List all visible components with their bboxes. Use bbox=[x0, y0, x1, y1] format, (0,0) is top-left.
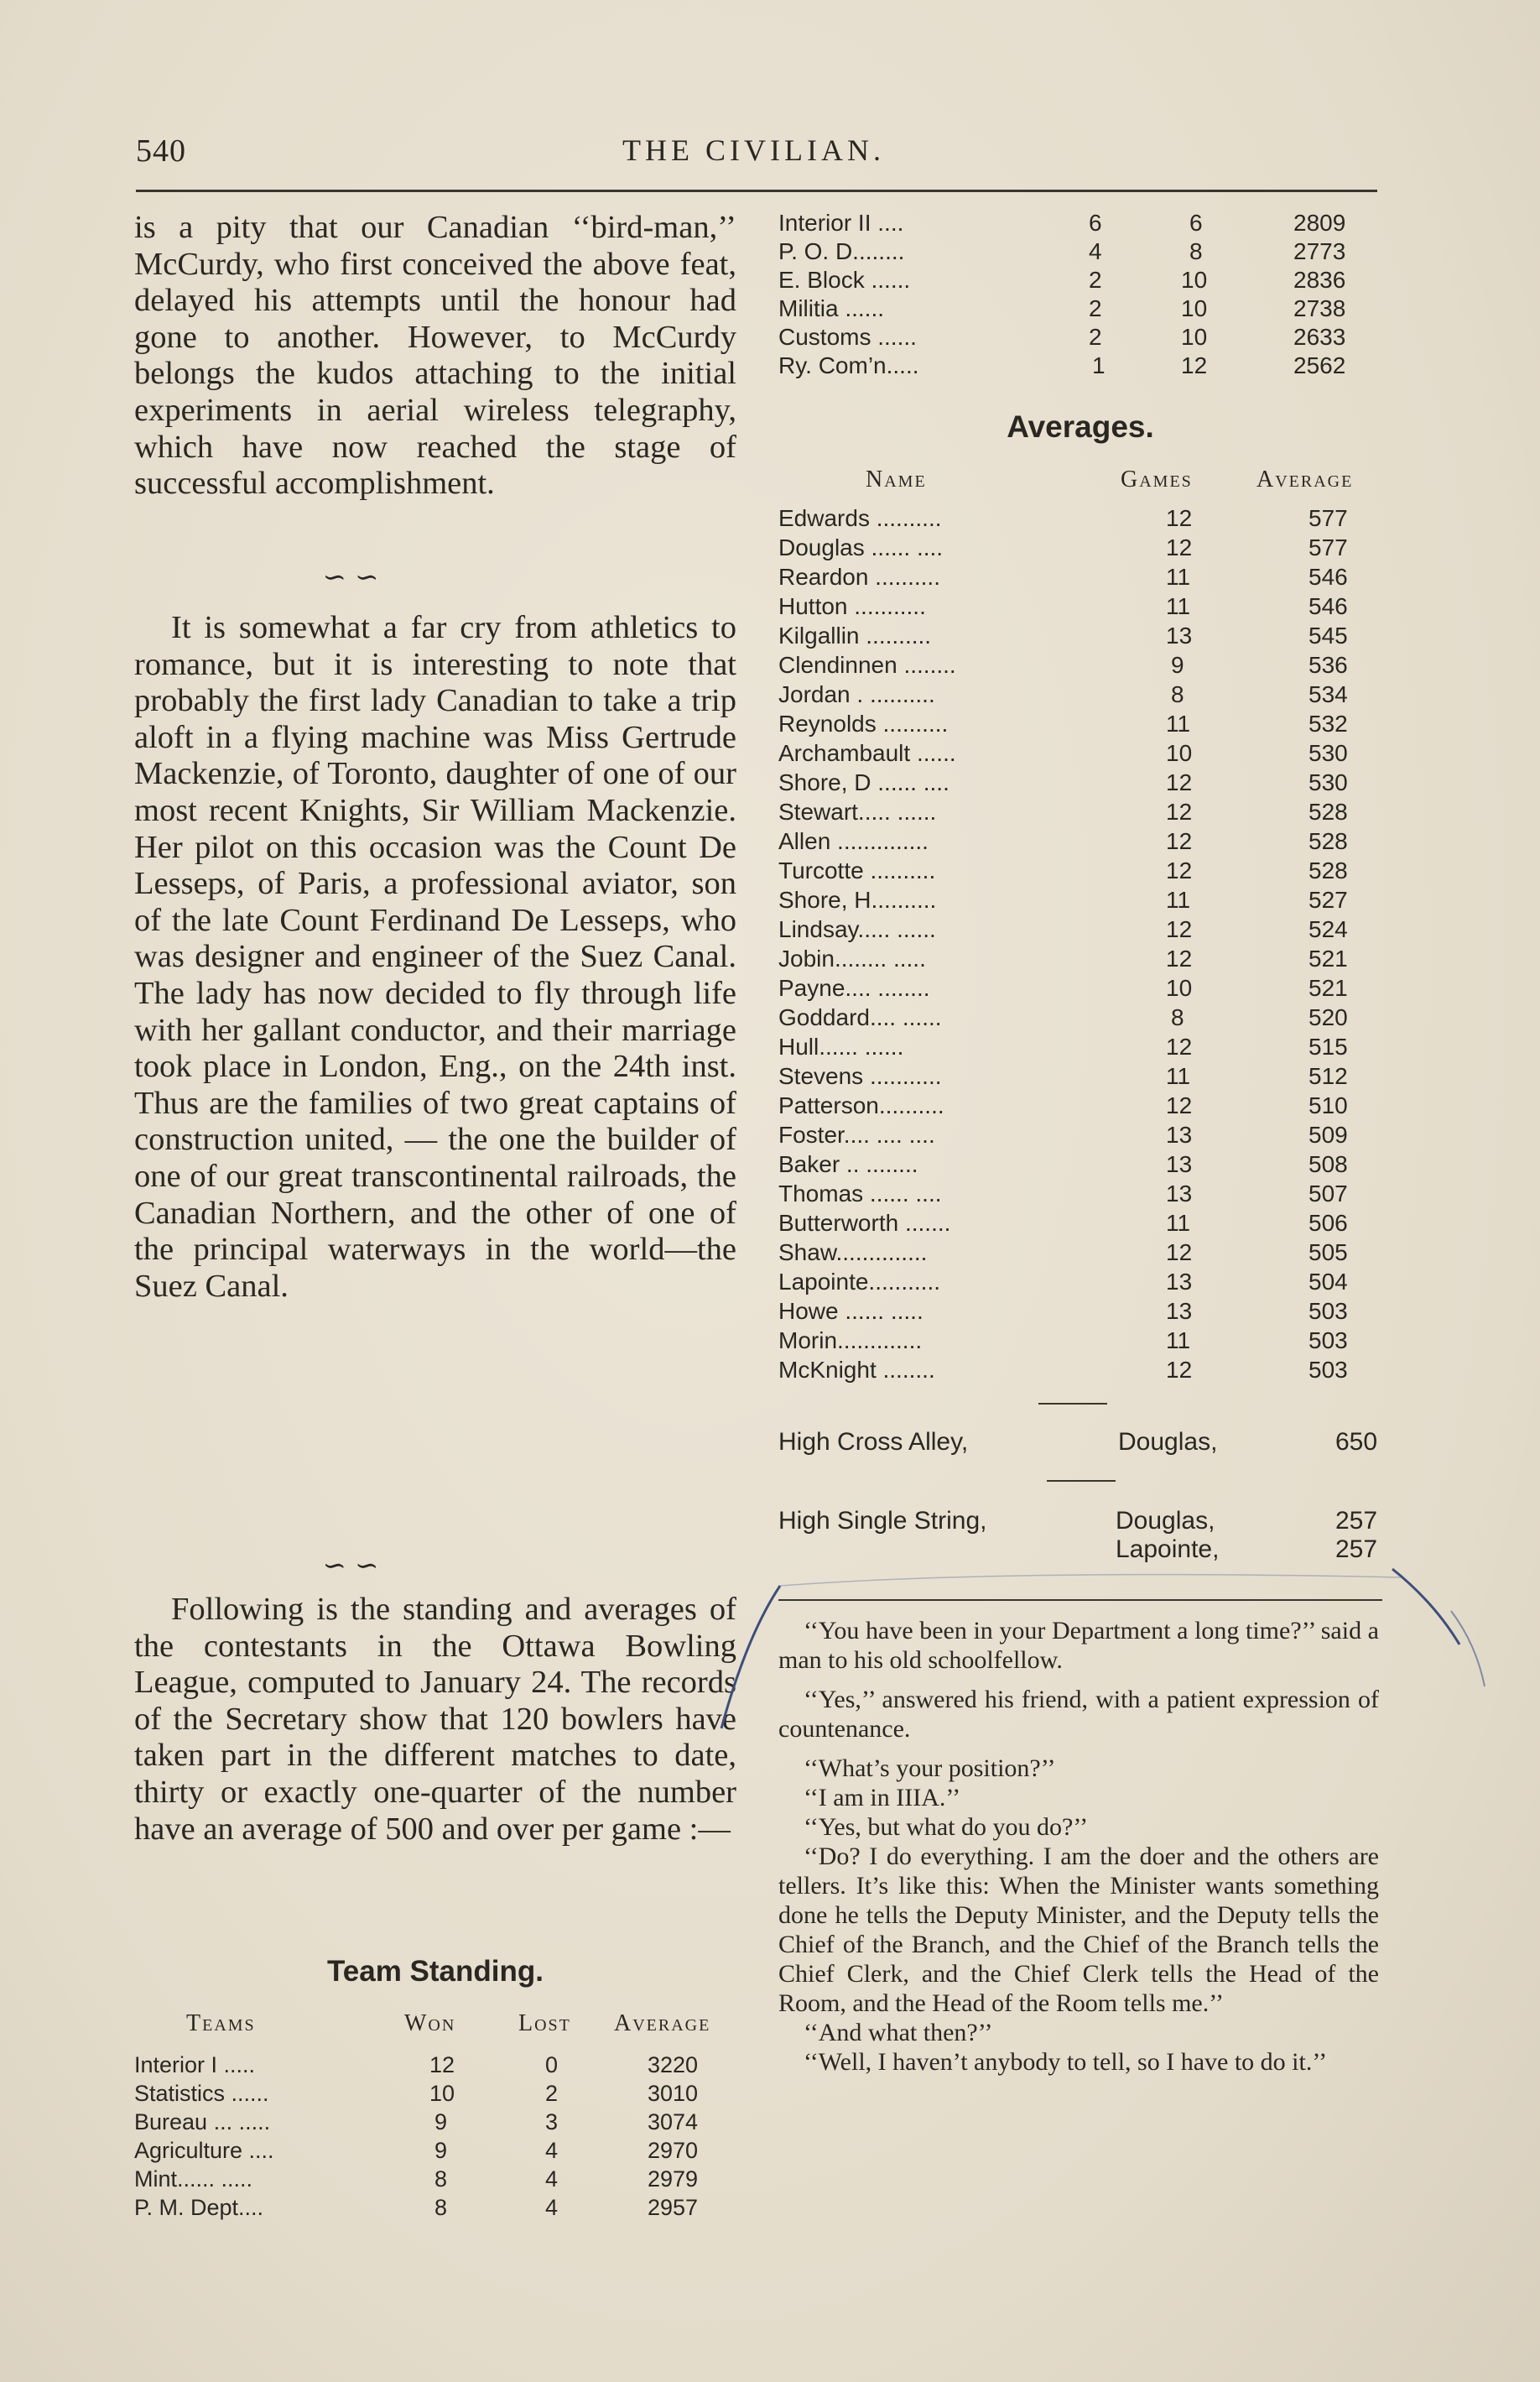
table-row bbox=[778, 1298, 1382, 1327]
table-row bbox=[778, 1269, 1382, 1297]
team-average: 2633 bbox=[1293, 324, 1346, 350]
table-row bbox=[134, 2109, 736, 2138]
bowler-games: 11 bbox=[1166, 1210, 1191, 1236]
bowler-name: Howe ...... ..... bbox=[778, 1298, 923, 1324]
team-lost: 0 bbox=[545, 2052, 559, 2077]
team-average: 3010 bbox=[648, 2081, 699, 2106]
team-average: 2809 bbox=[1293, 210, 1346, 236]
bowler-name: Morin............. bbox=[778, 1327, 923, 1353]
table-row bbox=[778, 975, 1382, 1003]
bowler-average: 504 bbox=[1308, 1269, 1348, 1295]
bowler-name: Hull...... ...... bbox=[778, 1034, 904, 1060]
anecdote-line: ‘‘You have been in your Department a long time?’’ said a man to his old schoolfellow. bbox=[778, 1617, 1379, 1674]
bowler-games: 12 bbox=[1166, 857, 1193, 883]
team-lost: 8 bbox=[1189, 238, 1203, 264]
column-header-teams: Teams bbox=[186, 2010, 256, 2036]
table-row bbox=[778, 1004, 1382, 1033]
team-name: P. O. D........ bbox=[778, 238, 905, 264]
team-name: Interior II .... bbox=[778, 210, 904, 236]
paragraph-bowling-league: Following is the standing and averages of the contestants in the Ottawa Bowling League, computed to January 24. The records of the Secretary show that 120 bowlers have taken part in the different matches to date, thirty or exactly one-quarter of the number have an average of 500 and over per game :— bbox=[134, 1592, 736, 1847]
page-number: 540 bbox=[136, 133, 186, 169]
bowler-average: 506 bbox=[1308, 1210, 1348, 1236]
bowler-games: 12 bbox=[1166, 1357, 1193, 1383]
table-row bbox=[778, 1210, 1382, 1238]
bowler-name: Lapointe........... bbox=[778, 1269, 941, 1295]
record-value: 257 bbox=[1335, 1535, 1378, 1563]
bowler-average: 524 bbox=[1308, 916, 1348, 942]
anecdote-line: ‘‘What’s your position?’’ bbox=[804, 1754, 1056, 1782]
bowler-name: Lindsay..... ...... bbox=[778, 916, 936, 942]
table-row bbox=[778, 946, 1382, 974]
bowler-average: 507 bbox=[1308, 1181, 1348, 1207]
bowler-average: 512 bbox=[1308, 1063, 1348, 1089]
bowler-average: 509 bbox=[1308, 1122, 1348, 1148]
section-rule bbox=[1038, 1403, 1107, 1405]
team-lost: 10 bbox=[1181, 295, 1208, 321]
bowler-games: 12 bbox=[1166, 769, 1193, 795]
table-row bbox=[778, 1063, 1382, 1092]
bowler-name: Reynolds .......... bbox=[778, 711, 949, 737]
table-row bbox=[778, 1034, 1382, 1062]
table-row bbox=[778, 564, 1382, 592]
team-lost: 4 bbox=[545, 2195, 559, 2220]
paragraph-mccurdy: is a pity that our Canadian ‘‘bird-man,’’ McCurdy, who first conceived the above feat, delayed his attempts until the honour had gone to another. However, to McCurdy belongs the kudos attaching to the initial experiments in aerial wireless telegraphy, which have now reached the stage of successful accomplishment. bbox=[134, 210, 736, 502]
table-row bbox=[778, 1122, 1382, 1150]
team-name: Agriculture .... bbox=[134, 2138, 274, 2163]
bowler-name: Goddard.... ...... bbox=[778, 1004, 942, 1030]
record-value: 650 bbox=[1335, 1428, 1378, 1456]
team-won: 10 bbox=[429, 2081, 455, 2106]
team-lost: 6 bbox=[1189, 210, 1203, 236]
bowler-average: 503 bbox=[1308, 1357, 1348, 1383]
paragraph-mackenzie: It is somewhat a far cry from athletics to romance, but it is interesting to note that probably the first lady Canadian to take a trip aloft in a flying machine was Miss Gertrude Mackenzie, of Toronto, daughter of one of our most recent Knights, Sir William Mackenzie. Her pilot on this occasion was the Count De Lesseps, of Paris, a professional aviator, son of the late Count Ferdinand De Lesseps, who was designer and engineer of the Suez Canal. The lady has now decided to fly through life with her gallant conductor, and their marriage took place in London, Eng., on the 24th inst. Thus are the families of two great captains of construction united, — the one the builder of one of our great transcontinental railroads, the Canadian Northern, and the other of one of the principal waterways in the world—the Suez Canal. bbox=[134, 610, 736, 1304]
table-row bbox=[778, 267, 1382, 295]
anecdote-line: ‘‘And what then?’’ bbox=[804, 2019, 993, 2046]
team-name: Ry. Com’n..... bbox=[778, 352, 919, 378]
bowler-name: Clendinnen ........ bbox=[778, 652, 956, 678]
bowler-name: Foster.... .... .... bbox=[778, 1122, 935, 1148]
bowler-name: Stevens ........... bbox=[778, 1063, 942, 1089]
bowler-average: 530 bbox=[1308, 769, 1348, 795]
ornament-divider: ∽∽ bbox=[322, 1551, 388, 1582]
bowler-average: 530 bbox=[1308, 740, 1348, 766]
bowler-average: 527 bbox=[1308, 887, 1348, 913]
table-row bbox=[134, 2052, 736, 2081]
table-row bbox=[778, 711, 1382, 739]
bowler-name: Patterson.......... bbox=[778, 1092, 944, 1118]
team-won: 8 bbox=[434, 2166, 448, 2192]
bowler-name: Allen .............. bbox=[778, 828, 929, 854]
bowler-name: Archambault ...... bbox=[778, 740, 956, 766]
team-won: 4 bbox=[1089, 238, 1102, 264]
team-average: 3220 bbox=[648, 2052, 699, 2077]
team-won: 1 bbox=[1092, 352, 1106, 378]
bowler-name: McKnight ........ bbox=[778, 1357, 935, 1383]
bowler-games: 13 bbox=[1166, 1269, 1193, 1295]
bowler-average: 508 bbox=[1308, 1151, 1348, 1177]
bowler-name: Turcotte .......... bbox=[778, 857, 936, 883]
table-row bbox=[778, 1357, 1382, 1385]
bowler-games: 11 bbox=[1166, 887, 1191, 913]
team-won: 2 bbox=[1089, 324, 1102, 350]
record-label: High Cross Alley, bbox=[778, 1428, 969, 1456]
bowler-games: 12 bbox=[1166, 1092, 1193, 1118]
table-row bbox=[778, 324, 1382, 352]
bowler-games: 12 bbox=[1166, 534, 1193, 560]
team-average: 2957 bbox=[648, 2195, 699, 2220]
anecdote-line: ‘‘I am in IIIA.’’ bbox=[804, 1784, 961, 1811]
table-row bbox=[778, 769, 1382, 798]
bowler-average: 577 bbox=[1308, 505, 1348, 531]
ornament-divider: ∽∽ bbox=[322, 562, 388, 593]
bowler-name: Shore, H.......... bbox=[778, 887, 937, 913]
bowler-average: 521 bbox=[1308, 975, 1348, 1001]
bowler-average: 515 bbox=[1308, 1034, 1348, 1060]
bowler-games: 12 bbox=[1166, 828, 1193, 854]
bowler-name: Thomas ...... .... bbox=[778, 1181, 942, 1207]
bowler-name: Butterworth ....... bbox=[778, 1210, 951, 1236]
bowler-average: 528 bbox=[1308, 857, 1348, 883]
bowler-name: Hutton ........... bbox=[778, 593, 926, 619]
team-lost: 10 bbox=[1181, 267, 1208, 293]
header-rule bbox=[136, 190, 1377, 192]
bowler-name: Shore, D ...... .... bbox=[778, 769, 949, 795]
bowler-name: Baker .. ........ bbox=[778, 1151, 918, 1177]
team-won: 12 bbox=[429, 2052, 455, 2077]
table-row bbox=[778, 1092, 1382, 1121]
bowler-games: 8 bbox=[1171, 1004, 1184, 1030]
bowler-average: 534 bbox=[1308, 681, 1348, 707]
bowler-games: 11 bbox=[1166, 1063, 1191, 1089]
team-name: Bureau ... ..... bbox=[134, 2109, 271, 2134]
bowler-average: 536 bbox=[1308, 652, 1348, 678]
table-row bbox=[778, 916, 1382, 945]
team-name: Mint...... ..... bbox=[134, 2166, 253, 2192]
team-lost: 12 bbox=[1181, 352, 1208, 378]
table-row bbox=[778, 681, 1382, 710]
bowler-average: 510 bbox=[1308, 1092, 1348, 1118]
bowler-games: 11 bbox=[1166, 1327, 1191, 1353]
bowler-average: 545 bbox=[1308, 623, 1348, 649]
column-header-games: Games bbox=[1121, 466, 1193, 493]
table-row bbox=[778, 534, 1382, 563]
team-average: 2836 bbox=[1293, 267, 1346, 293]
table-row bbox=[134, 2138, 736, 2166]
bowler-games: 10 bbox=[1166, 740, 1193, 766]
team-name: Militia ...... bbox=[778, 295, 885, 321]
table-row bbox=[778, 1151, 1382, 1180]
team-won: 2 bbox=[1089, 267, 1102, 293]
bowler-games: 11 bbox=[1166, 711, 1191, 737]
bowler-games: 11 bbox=[1166, 564, 1191, 590]
table-row bbox=[134, 2166, 736, 2195]
bowler-name: Shaw.............. bbox=[778, 1239, 928, 1265]
anecdote-line: ‘‘Yes,’’ answered his friend, with a patient expression of countenance. bbox=[778, 1686, 1379, 1743]
bowler-average: 546 bbox=[1308, 593, 1348, 619]
bowler-games: 11 bbox=[1166, 593, 1191, 619]
bowler-games: 13 bbox=[1166, 1181, 1193, 1207]
record-holder: Lapointe, bbox=[1116, 1535, 1220, 1563]
team-average: 2562 bbox=[1293, 352, 1346, 378]
bowler-name: Edwards .......... bbox=[778, 505, 942, 531]
team-average: 3074 bbox=[648, 2109, 699, 2134]
bowler-average: 532 bbox=[1308, 711, 1348, 737]
column-header-average: Average bbox=[614, 2010, 711, 2036]
table-row bbox=[778, 352, 1382, 381]
table-row bbox=[778, 828, 1382, 857]
table-row bbox=[778, 1239, 1382, 1268]
team-average: 2773 bbox=[1293, 238, 1346, 264]
table-row bbox=[778, 238, 1382, 267]
bowler-games: 8 bbox=[1171, 681, 1184, 707]
bowler-games: 10 bbox=[1166, 975, 1193, 1001]
running-title: THE CIVILIAN. bbox=[622, 133, 885, 167]
team-lost: 10 bbox=[1181, 324, 1208, 350]
table-row bbox=[778, 1327, 1382, 1356]
team-won: 2 bbox=[1089, 295, 1102, 321]
bowler-name: Jordan . .......... bbox=[778, 681, 935, 707]
bowler-games: 13 bbox=[1166, 623, 1193, 649]
bowler-games: 13 bbox=[1166, 1151, 1193, 1177]
table-row bbox=[778, 887, 1382, 915]
bowler-name: Jobin........ ..... bbox=[778, 946, 926, 972]
bowler-name: Douglas ...... .... bbox=[778, 534, 944, 560]
team-lost: 3 bbox=[545, 2109, 559, 2134]
bowler-games: 12 bbox=[1166, 1239, 1193, 1265]
team-average: 2738 bbox=[1293, 295, 1346, 321]
table-row bbox=[134, 2195, 736, 2223]
bowler-games: 13 bbox=[1166, 1298, 1193, 1324]
bowler-name: Payne.... ........ bbox=[778, 975, 930, 1001]
team-average: 2979 bbox=[648, 2166, 699, 2192]
bowler-name: Kilgallin .......... bbox=[778, 623, 932, 649]
section-rule bbox=[1047, 1480, 1116, 1482]
bowler-average: 521 bbox=[1308, 946, 1348, 972]
record-label: High Single String, bbox=[778, 1507, 987, 1535]
bowler-average: 528 bbox=[1308, 828, 1348, 854]
averages-title: Averages. bbox=[1007, 409, 1154, 444]
anecdote-line: ‘‘Well, I haven’t anybody to tell, so I have to do it.’’ bbox=[804, 2048, 1328, 2076]
bowler-name: Stewart..... ...... bbox=[778, 799, 937, 825]
pen-mark bbox=[713, 1552, 1540, 1745]
bowler-average: 505 bbox=[1308, 1239, 1348, 1265]
team-won: 9 bbox=[434, 2109, 448, 2134]
column-header-lost: Lost bbox=[518, 2010, 571, 2036]
team-standing-title: Team Standing. bbox=[327, 1955, 544, 1988]
team-lost: 4 bbox=[545, 2138, 559, 2163]
bowler-average: 503 bbox=[1308, 1298, 1348, 1324]
column-header-average: Average bbox=[1256, 466, 1354, 493]
bowler-games: 12 bbox=[1166, 916, 1193, 942]
team-won: 9 bbox=[434, 2138, 448, 2163]
team-won: 8 bbox=[434, 2195, 448, 2220]
bowler-name: Reardon .......... bbox=[778, 564, 940, 590]
bowler-average: 546 bbox=[1308, 564, 1348, 590]
bowler-average: 528 bbox=[1308, 799, 1348, 825]
page-header bbox=[136, 133, 1377, 169]
anecdote-line: ‘‘Yes, but what do you do?’’ bbox=[804, 1813, 1089, 1841]
table-row bbox=[778, 652, 1382, 680]
table-row bbox=[778, 593, 1382, 622]
team-name: Interior I ..... bbox=[134, 2052, 256, 2077]
team-won: 6 bbox=[1089, 210, 1102, 236]
bowler-games: 12 bbox=[1166, 799, 1193, 825]
bowler-games: 12 bbox=[1166, 1034, 1193, 1060]
team-name: E. Block ...... bbox=[778, 267, 911, 293]
table-row bbox=[778, 857, 1382, 886]
table-row bbox=[778, 295, 1382, 324]
bowler-average: 577 bbox=[1308, 534, 1348, 560]
bowler-games: 12 bbox=[1166, 505, 1193, 531]
team-lost: 2 bbox=[545, 2081, 559, 2106]
column-header-won: Won bbox=[404, 2010, 456, 2036]
anecdote-line: ‘‘Do? I do everything. I am the doer and the others are tellers. It’s like this: When the Minister wants something done he tells the Deputy Minister, and the Deputy tells the Chief of the Branch, and the Chief of the Branch tells the Chief Clerk, and the Chief Clerk tells the Head of the Room, and the Head of the Room tells me.’’ bbox=[778, 1843, 1379, 2017]
table-row bbox=[134, 2081, 736, 2109]
table-row bbox=[778, 623, 1382, 651]
table-row bbox=[778, 799, 1382, 827]
table-row bbox=[778, 1181, 1382, 1209]
bowler-average: 520 bbox=[1308, 1004, 1348, 1030]
team-name: Statistics ...... bbox=[134, 2081, 269, 2106]
table-row bbox=[778, 740, 1382, 769]
team-lost: 4 bbox=[545, 2166, 559, 2192]
table-row bbox=[778, 505, 1382, 534]
team-name: P. M. Dept.... bbox=[134, 2195, 264, 2220]
bowler-average: 503 bbox=[1308, 1327, 1348, 1353]
record-holder: Douglas, bbox=[1118, 1428, 1218, 1456]
bowler-games: 13 bbox=[1166, 1122, 1193, 1148]
team-name: Customs ...... bbox=[778, 324, 917, 350]
bowler-games: 9 bbox=[1171, 652, 1184, 678]
bowler-games: 12 bbox=[1166, 946, 1193, 972]
record-holder: Douglas, bbox=[1116, 1507, 1215, 1535]
table-row bbox=[778, 210, 1382, 238]
record-value: 257 bbox=[1335, 1507, 1378, 1535]
column-header-name: Name bbox=[866, 466, 927, 493]
team-average: 2970 bbox=[648, 2138, 699, 2163]
